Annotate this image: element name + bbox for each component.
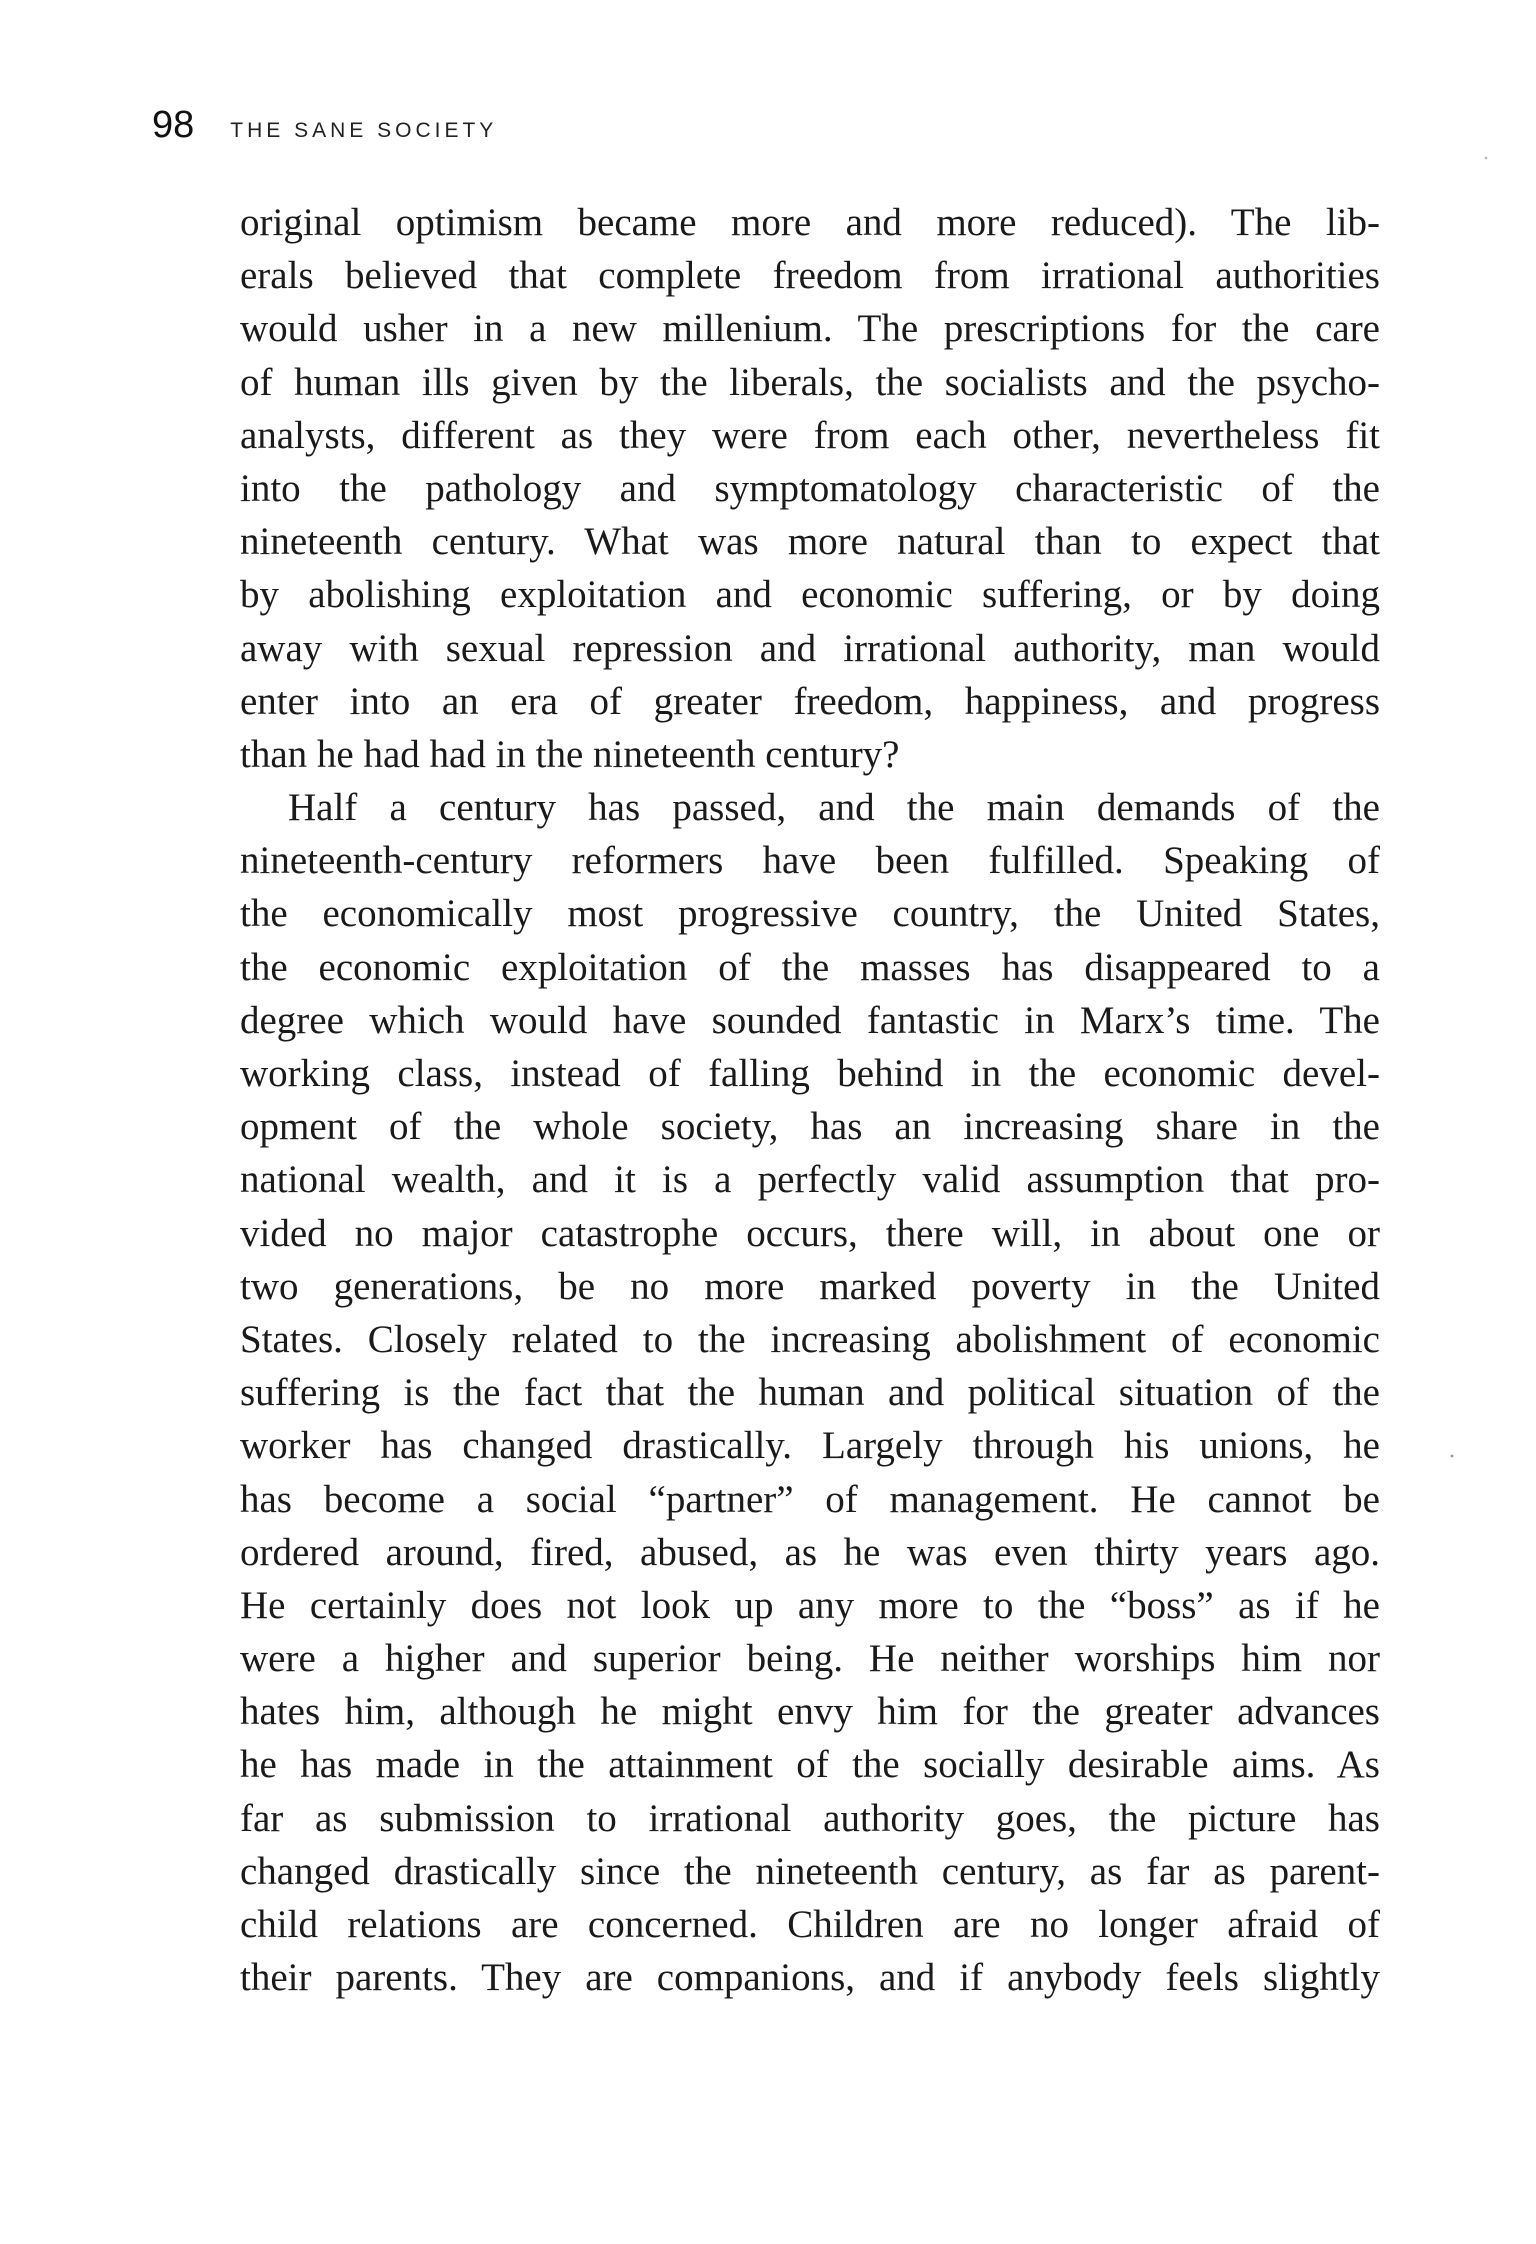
text-line: erals believed that complete freedom from irrational authorities (240, 254, 1380, 298)
scan-speck (1451, 1455, 1454, 1458)
text-line: nineteenth-century reformers have been fulfilled. Speaking of (240, 839, 1380, 883)
text-line: national wealth, and it is a perfectly valid assumption that pro- (240, 1158, 1380, 1202)
page-number: 98 (152, 104, 195, 146)
text-line: the economic exploitation of the masses has disappeared to a (240, 945, 1380, 989)
running-head (152, 104, 497, 164)
text-line: child relations are concerned. Children are no longer afraid of (240, 1903, 1380, 1946)
text-line: He certainly does not look up any more to the “boss” as if he (240, 1583, 1380, 1627)
text-line: nineteenth century. What was more natural than to expect that (240, 520, 1380, 564)
text-line: of human ills given by the liberals, the socialists and the psycho- (240, 360, 1380, 404)
text-line: States. Closely related to the increasing abolishment of economic (240, 1317, 1380, 1361)
text-line: suffering is the fact that the human and political situation of the (240, 1371, 1380, 1415)
text-line: original optimism became more and more reduced). The lib- (240, 201, 1380, 244)
text-line: were a higher and superior being. He neither worships him nor (240, 1637, 1380, 1681)
text-line: enter into an era of greater freedom, happiness, and progress (240, 679, 1380, 723)
text-line: ordered around, fired, abused, as he was even thirty years ago. (240, 1530, 1380, 1574)
text-line: into the pathology and symptomatology characteristic of the (240, 466, 1380, 510)
text-line: changed drastically since the nineteenth century, as far as parent- (240, 1849, 1380, 1893)
text-line: by abolishing exploitation and economic suffering, or by doing (240, 573, 1380, 617)
text-line: working class, instead of falling behind in the economic devel- (240, 1052, 1380, 1095)
text-line: worker has changed drastically. Largely through his unions, he (240, 1424, 1380, 1468)
text-line: analysts, different as they were from each other, nevertheless fit (240, 413, 1380, 457)
paragraph-first-line: Half a century has passed, and the main demands of the (288, 786, 1380, 830)
text-line: he has made in the attainment of the socially desirable aims. As (240, 1743, 1380, 1787)
book-title: THE SANE SOCIETY (230, 119, 498, 142)
text-line: vided no major catastrophe occurs, there will, in about one or (240, 1211, 1380, 1255)
text-line: the economically most progressive country, the United States, (240, 892, 1380, 936)
text-line: their parents. They are companions, and if anybody feels slightly (240, 1956, 1380, 2000)
scan-speck (1485, 157, 1488, 160)
text-line: has become a social “partner” of management. He cannot be (240, 1477, 1380, 1521)
text-line: far as submission to irrational authority goes, the picture has (240, 1796, 1380, 1840)
body-text (240, 196, 1380, 2004)
text-line: degree which would have sounded fantastic in Marx’s time. The (240, 998, 1380, 1042)
text-line: hates him, although he might envy him for the greater advances (240, 1690, 1380, 1734)
text-line: opment of the whole society, has an increasing share in the (240, 1105, 1380, 1149)
text-line: two generations, be no more marked poverty in the United (240, 1264, 1380, 1308)
text-line: away with sexual repression and irrational authority, man would (240, 626, 1380, 670)
paragraph-last-line: than he had had in the nineteenth century? (240, 732, 900, 776)
text-line: would usher in a new millenium. The prescriptions for the care (240, 307, 1380, 351)
